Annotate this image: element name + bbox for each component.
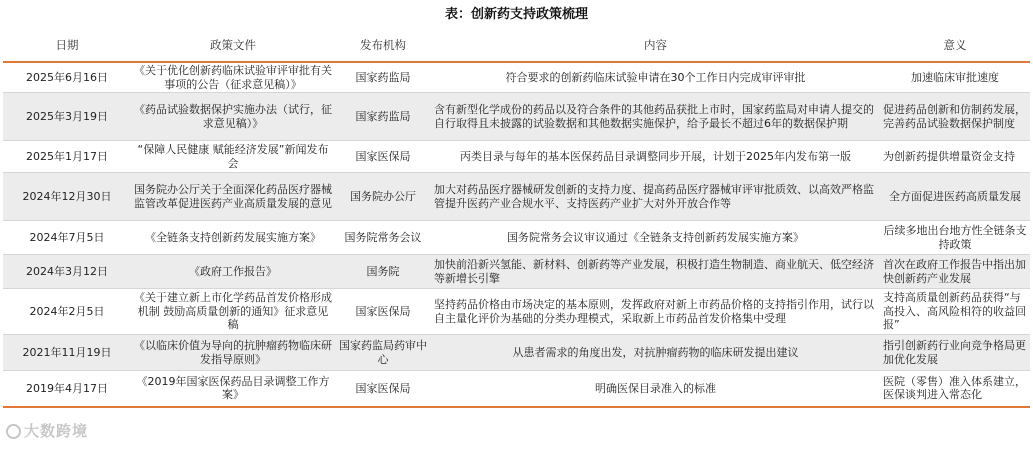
cell-date: 2025年3月19日 <box>3 93 131 141</box>
cell-document: 《全链条支持创新药发展实施方案》 <box>131 221 335 255</box>
cell-content: 从患者需求的角度出发，对抗肿瘤药物的临床研发提出建议 <box>431 335 880 371</box>
table-row <box>3 93 1030 141</box>
header-organization: 发布机构 <box>335 29 431 62</box>
cell-meaning: 首次在政府工作报告中指出加快创新药产业发展 <box>880 255 1030 289</box>
table-header-row <box>3 29 1030 62</box>
cell-date: 2021年11月19日 <box>3 335 131 371</box>
cell-organization: 国务院办公厅 <box>335 173 431 221</box>
cell-meaning: 医院（零售）准入体系建立，医保谈判进入常态化 <box>880 371 1030 407</box>
table-title: 表：创新药支持政策梳理 <box>444 7 588 22</box>
cell-meaning: 后续多地出台地方性全链条支持政策 <box>880 221 1030 255</box>
cell-date: 2024年12月30日 <box>3 173 131 221</box>
cell-document: 《以临床价值为导向的抗肿瘤药物临床研发指导原则》 <box>131 335 335 371</box>
cell-date: 2024年3月12日 <box>3 255 131 289</box>
cell-content: 坚持药品价格由市场决定的基本原则，发挥政府对新上市药品价格的支持指引作用，试行以自主量化评价为基础的分类办理模式，采取新上市药品首发价格集中受理 <box>431 289 880 335</box>
table-row <box>3 173 1030 221</box>
cell-meaning: 支持高质量创新药品获得“与高投入、高风险相符的收益回报” <box>880 289 1030 335</box>
cell-document: 《关于优化创新药临床试验审评审批有关事项的公告（征求意见稿）》 <box>131 62 335 93</box>
watermark-text: 大数跨境 <box>24 422 89 440</box>
cell-meaning: 加速临床审批速度 <box>880 62 1030 93</box>
cell-content: 加快前沿新兴氢能、新材料、创新药等产业发展，积极打造生物制造、商业航天、低空经济等新增长引擎 <box>431 255 880 289</box>
cell-content: 含有新型化学成份的药品以及符合条件的其他药品获批上市时，国家药监局对申请人提交的自行取得且未披露的试验数据和其他数据实施保护，给予最长不超过6年的数据保护期 <box>431 93 880 141</box>
cell-meaning: 促进药品创新和仿制药发展，完善药品试验数据保护制度 <box>880 93 1030 141</box>
table-row <box>3 255 1030 289</box>
cell-document: 《2019年国家医保药品目录调整工作方案》 <box>131 371 335 407</box>
cell-date: 2024年7月5日 <box>3 221 131 255</box>
cell-content: 加大对药品医疗器械研发创新的支持力度、提高药品医疗器械审评审批质效、以高效严格监管提升医药产业合规水平、支持医药产业扩大对外开放合作等 <box>431 173 880 221</box>
header-content: 内容 <box>431 29 880 62</box>
cell-organization: 国务院常务会议 <box>335 221 431 255</box>
table-row <box>3 141 1030 173</box>
header-date: 日期 <box>3 29 131 62</box>
cell-document: 国务院办公厅关于全面深化药品医疗器械监管改革促进医药产业高质量发展的意见 <box>131 173 335 221</box>
policy-table <box>3 29 1030 408</box>
watermark <box>6 420 146 440</box>
cell-organization: 国家药监局 <box>335 93 431 141</box>
table-row <box>3 221 1030 255</box>
cell-meaning: 全方面促进医药高质量发展 <box>880 173 1030 221</box>
cell-document: “保障人民健康 赋能经济发展”新闻发布会 <box>131 141 335 173</box>
cell-document: 《政府工作报告》 <box>131 255 335 289</box>
cell-document: 《药品试验数据保护实施办法（试行，征求意见稿）》 <box>131 93 335 141</box>
cell-organization: 国家医保局 <box>335 289 431 335</box>
cell-organization: 国务院 <box>335 255 431 289</box>
cell-content: 国务院常务会议审议通过《全链条支持创新药发展实施方案》 <box>431 221 880 255</box>
cell-organization: 国家药监局药审中心 <box>335 335 431 371</box>
table-row <box>3 62 1030 93</box>
watermark-logo-icon <box>6 424 21 439</box>
cell-content: 符合要求的创新药临床试验申请在30个工作日内完成审评审批 <box>431 62 880 93</box>
cell-content: 丙类目录与每年的基本医保药品目录调整同步开展，计划于2025年内发布第一版 <box>431 141 880 173</box>
cell-organization: 国家药监局 <box>335 62 431 93</box>
cell-meaning: 为创新药提供增量资金支持 <box>880 141 1030 173</box>
header-meaning: 意义 <box>880 29 1030 62</box>
cell-meaning: 指引创新药行业向竞争格局更加优化发展 <box>880 335 1030 371</box>
cell-organization: 国家医保局 <box>335 371 431 407</box>
cell-organization: 国家医保局 <box>335 141 431 173</box>
cell-date: 2025年1月17日 <box>3 141 131 173</box>
cell-content: 明确医保目录准入的标准 <box>431 371 880 407</box>
table-row <box>3 289 1030 335</box>
cell-document: 《关于建立新上市化学药品首发价格形成机制 鼓励高质量创新的通知》征求意见稿 <box>131 289 335 335</box>
table-row <box>3 335 1030 371</box>
cell-date: 2024年2月5日 <box>3 289 131 335</box>
table-row <box>3 371 1030 407</box>
cell-date: 2025年6月16日 <box>3 62 131 93</box>
cell-date: 2019年4月17日 <box>3 371 131 407</box>
header-document: 政策文件 <box>131 29 335 62</box>
